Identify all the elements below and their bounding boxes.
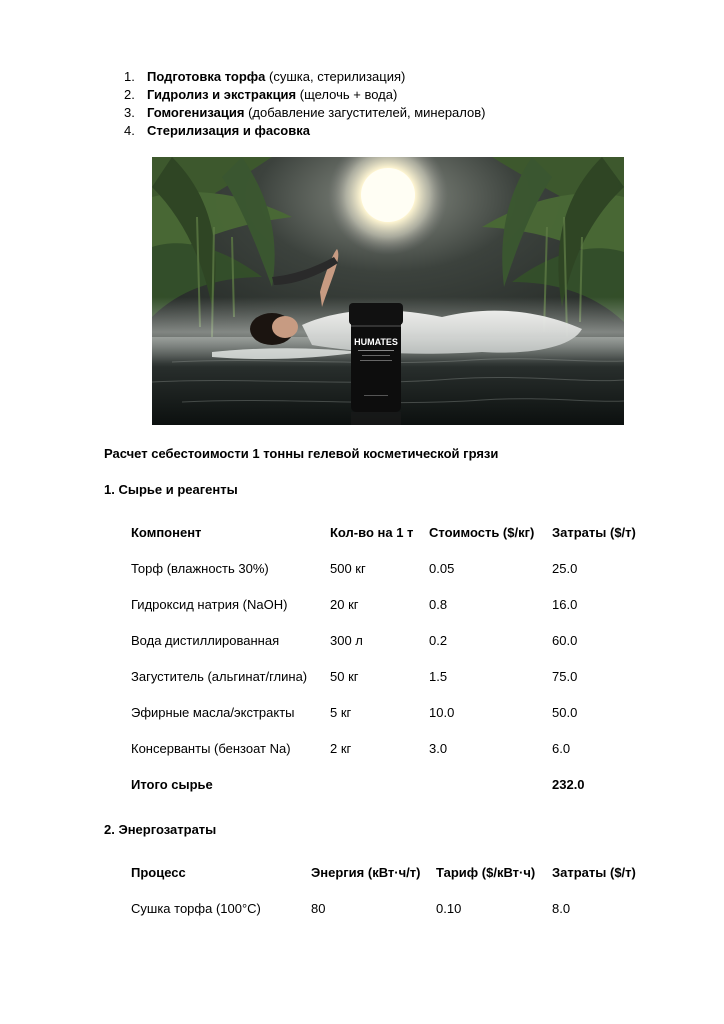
column-header: Стоимость ($/кг) (429, 525, 535, 540)
process-step (124, 68, 485, 86)
table-cell: 75.0 (552, 669, 578, 684)
raw-materials-heading: 1. Сырье и реагенты (104, 482, 238, 497)
product-photo (152, 157, 624, 425)
table-cell: 6.0 (552, 741, 571, 756)
table-cell: Загуститель (альгинат/глина) (131, 669, 308, 684)
table-cell: 3.0 (429, 741, 448, 756)
jar-brand-label: HUMATES (354, 337, 398, 347)
step-title: Подготовка торфа (147, 69, 266, 84)
table-cell: 50.0 (552, 705, 578, 720)
energy-costs-heading: 2. Энергозатраты (104, 822, 217, 837)
table-cell: 0.10 (436, 901, 462, 916)
table-cell: 0.8 (429, 597, 448, 612)
table-cell: 60.0 (552, 633, 578, 648)
step-title: Гомогенизация (147, 105, 245, 120)
table-cell: 5 кг (330, 705, 352, 720)
table-cell: 50 кг (330, 669, 359, 684)
table-cell: 2 кг (330, 741, 352, 756)
total-label: Итого сырье (131, 777, 213, 792)
process-steps-list (124, 68, 485, 140)
column-header: Компонент (131, 525, 202, 540)
spa-scene-illustration (152, 157, 624, 425)
column-header: Затраты ($/т) (552, 525, 636, 540)
step-detail: (добавление загустителей, минералов) (244, 105, 486, 120)
table-cell: Вода дистиллированная (131, 633, 280, 648)
process-step (124, 122, 485, 140)
moon (361, 168, 415, 222)
total-value: 232.0 (552, 777, 585, 792)
table-cell: 0.05 (429, 561, 455, 576)
table-cell: Торф (влажность 30%) (131, 561, 269, 576)
step-number: 3. (124, 105, 135, 120)
step-title: Стерилизация и фасовка (147, 123, 310, 138)
table-cell: Гидроксид натрия (NaOH) (131, 597, 288, 612)
column-header: Тариф ($/кВт·ч) (436, 865, 536, 880)
table-cell: 300 л (330, 633, 363, 648)
table-cell: 1.5 (429, 669, 448, 684)
step-number: 4. (124, 123, 135, 138)
table-cell: 80 (311, 901, 326, 916)
process-step (124, 86, 485, 104)
table-cell: 0.2 (429, 633, 448, 648)
table-cell: 25.0 (552, 561, 578, 576)
product-jar (349, 303, 403, 412)
cost-calculation-title: Расчет себестоимости 1 тонны гелевой косметической грязи (104, 446, 499, 461)
step-detail: (сушка, стерилизация) (265, 69, 406, 84)
table-cell: Сушка торфа (100°C) (131, 901, 261, 916)
table-cell: 16.0 (552, 597, 578, 612)
table-cell: 8.0 (552, 901, 571, 916)
table-cell: 10.0 (429, 705, 455, 720)
step-number: 1. (124, 69, 135, 84)
table-cell: Эфирные масла/экстракты (131, 705, 295, 720)
table-cell: 500 кг (330, 561, 366, 576)
table-cell: Консерванты (бензоат Na) (131, 741, 291, 756)
step-number: 2. (124, 87, 135, 102)
step-detail: (щелочь + вода) (296, 87, 398, 102)
table-cell: 20 кг (330, 597, 359, 612)
column-header: Энергия (кВт·ч/т) (311, 865, 421, 880)
column-header: Процесс (131, 865, 186, 880)
process-step (124, 104, 485, 122)
column-header: Кол-во на 1 т (330, 525, 414, 540)
step-title: Гидролиз и экстракция (147, 87, 297, 102)
column-header: Затраты ($/т) (552, 865, 636, 880)
